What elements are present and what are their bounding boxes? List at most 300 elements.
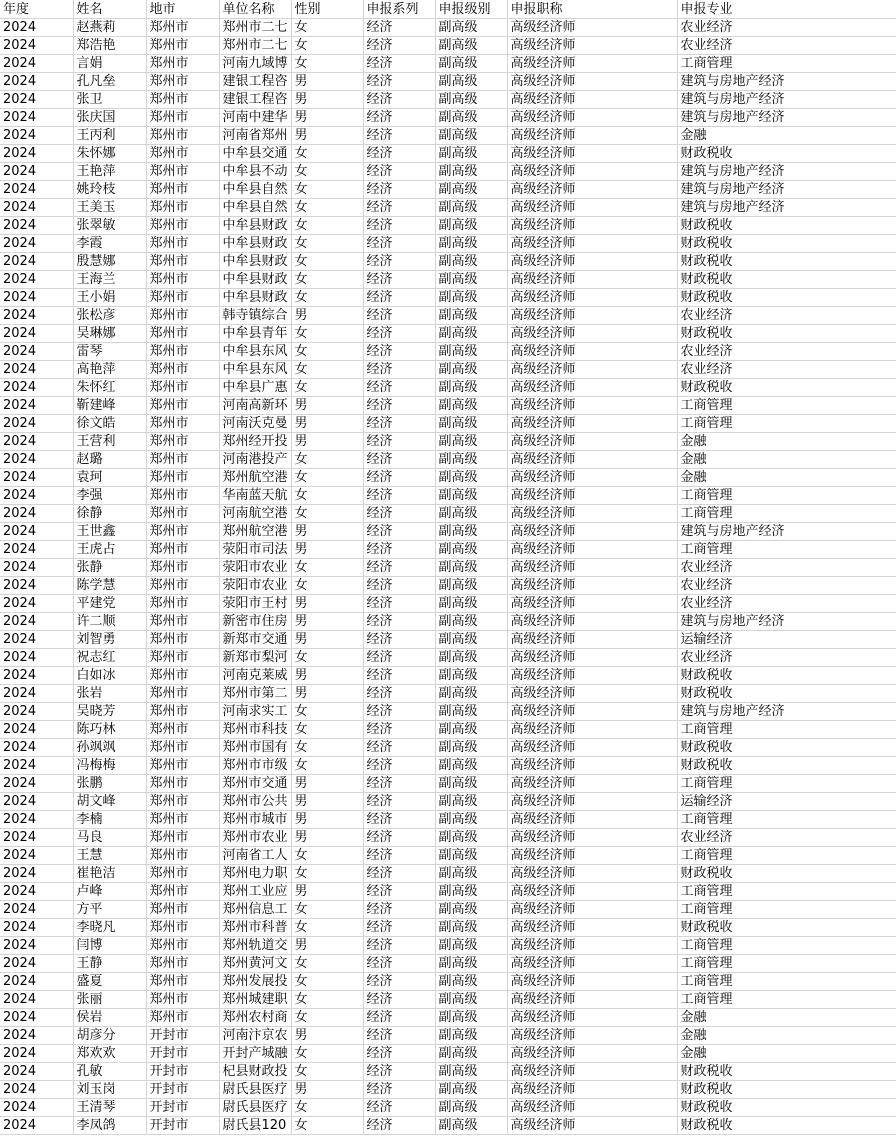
header-cell-level[interactable]: 申报级别: [435, 0, 507, 19]
cell-specialty[interactable]: 金融: [677, 1009, 896, 1027]
cell-specialty[interactable]: 财政税收: [677, 217, 896, 235]
cell-series[interactable]: 经济: [363, 505, 435, 523]
cell-series[interactable]: 经济: [363, 145, 435, 163]
cell-series[interactable]: 经济: [363, 883, 435, 901]
cell-level[interactable]: 副高级: [435, 379, 507, 397]
cell-city[interactable]: 郑州市: [146, 811, 219, 829]
cell-title[interactable]: 高级经济师: [507, 145, 677, 163]
cell-year[interactable]: 2024: [0, 127, 73, 145]
cell-city[interactable]: 郑州市: [146, 559, 219, 577]
cell-gender[interactable]: 女: [291, 505, 363, 523]
cell-year[interactable]: 2024: [0, 685, 73, 703]
cell-city[interactable]: 郑州市: [146, 145, 219, 163]
cell-level[interactable]: 副高级: [435, 901, 507, 919]
cell-gender[interactable]: 男: [291, 811, 363, 829]
cell-specialty[interactable]: 财政税收: [677, 667, 896, 685]
cell-year[interactable]: 2024: [0, 1117, 73, 1135]
cell-series[interactable]: 经济: [363, 1009, 435, 1027]
cell-unit[interactable]: 郑州城建职: [219, 991, 291, 1009]
cell-gender[interactable]: 男: [291, 1081, 363, 1099]
cell-series[interactable]: 经济: [363, 217, 435, 235]
cell-specialty[interactable]: 建筑与房地产经济: [677, 73, 896, 91]
cell-year[interactable]: 2024: [0, 235, 73, 253]
cell-title[interactable]: 高级经济师: [507, 181, 677, 199]
cell-level[interactable]: 副高级: [435, 505, 507, 523]
cell-series[interactable]: 经济: [363, 37, 435, 55]
cell-year[interactable]: 2024: [0, 1063, 73, 1081]
cell-specialty[interactable]: 农业经济: [677, 37, 896, 55]
cell-name[interactable]: 雷琴: [73, 343, 146, 361]
cell-name[interactable]: 靳建峰: [73, 397, 146, 415]
cell-specialty[interactable]: 财政税收: [677, 1099, 896, 1117]
cell-gender[interactable]: 男: [291, 631, 363, 649]
cell-name[interactable]: 闫博: [73, 937, 146, 955]
cell-gender[interactable]: 女: [291, 1045, 363, 1063]
cell-name[interactable]: 袁珂: [73, 469, 146, 487]
cell-specialty[interactable]: 财政税收: [677, 1081, 896, 1099]
cell-level[interactable]: 副高级: [435, 811, 507, 829]
cell-level[interactable]: 副高级: [435, 37, 507, 55]
cell-name[interactable]: 张岩: [73, 685, 146, 703]
cell-name[interactable]: 张静: [73, 559, 146, 577]
cell-series[interactable]: 经济: [363, 1063, 435, 1081]
cell-specialty[interactable]: 农业经济: [677, 649, 896, 667]
cell-name[interactable]: 刘智勇: [73, 631, 146, 649]
cell-series[interactable]: 经济: [363, 271, 435, 289]
cell-title[interactable]: 高级经济师: [507, 415, 677, 433]
cell-city[interactable]: 郑州市: [146, 667, 219, 685]
cell-year[interactable]: 2024: [0, 1081, 73, 1099]
cell-specialty[interactable]: 农业经济: [677, 343, 896, 361]
cell-year[interactable]: 2024: [0, 559, 73, 577]
cell-year[interactable]: 2024: [0, 757, 73, 775]
cell-name[interactable]: 郑欢欢: [73, 1045, 146, 1063]
cell-level[interactable]: 副高级: [435, 685, 507, 703]
cell-gender[interactable]: 女: [291, 577, 363, 595]
cell-level[interactable]: 副高级: [435, 919, 507, 937]
cell-city[interactable]: 郑州市: [146, 973, 219, 991]
cell-title[interactable]: 高级经济师: [507, 955, 677, 973]
cell-city[interactable]: 郑州市: [146, 253, 219, 271]
cell-year[interactable]: 2024: [0, 973, 73, 991]
cell-gender[interactable]: 男: [291, 433, 363, 451]
cell-title[interactable]: 高级经济师: [507, 793, 677, 811]
cell-unit[interactable]: 河南求实工: [219, 703, 291, 721]
cell-gender[interactable]: 女: [291, 271, 363, 289]
cell-title[interactable]: 高级经济师: [507, 289, 677, 307]
cell-city[interactable]: 郑州市: [146, 37, 219, 55]
header-cell-title[interactable]: 申报职称: [507, 0, 677, 19]
cell-specialty[interactable]: 财政税收: [677, 757, 896, 775]
cell-unit[interactable]: 郑州工业应: [219, 883, 291, 901]
cell-city[interactable]: 郑州市: [146, 523, 219, 541]
cell-name[interactable]: 徐静: [73, 505, 146, 523]
cell-series[interactable]: 经济: [363, 1099, 435, 1117]
cell-gender[interactable]: 女: [291, 919, 363, 937]
cell-gender[interactable]: 女: [291, 235, 363, 253]
cell-unit[interactable]: 新郑市交通: [219, 631, 291, 649]
cell-name[interactable]: 张鹏: [73, 775, 146, 793]
cell-name[interactable]: 崔艳洁: [73, 865, 146, 883]
cell-series[interactable]: 经济: [363, 469, 435, 487]
cell-level[interactable]: 副高级: [435, 775, 507, 793]
cell-level[interactable]: 副高级: [435, 127, 507, 145]
cell-title[interactable]: 高级经济师: [507, 523, 677, 541]
cell-name[interactable]: 赵燕莉: [73, 19, 146, 37]
cell-year[interactable]: 2024: [0, 451, 73, 469]
cell-name[interactable]: 王美玉: [73, 199, 146, 217]
cell-title[interactable]: 高级经济师: [507, 163, 677, 181]
cell-series[interactable]: 经济: [363, 397, 435, 415]
cell-year[interactable]: 2024: [0, 577, 73, 595]
cell-year[interactable]: 2024: [0, 181, 73, 199]
cell-unit[interactable]: 中牟县不动: [219, 163, 291, 181]
cell-title[interactable]: 高级经济师: [507, 127, 677, 145]
cell-level[interactable]: 副高级: [435, 541, 507, 559]
cell-unit[interactable]: 尉氏县120: [219, 1117, 291, 1135]
cell-level[interactable]: 副高级: [435, 451, 507, 469]
cell-name[interactable]: 王清琴: [73, 1099, 146, 1117]
cell-title[interactable]: 高级经济师: [507, 973, 677, 991]
cell-title[interactable]: 高级经济师: [507, 1045, 677, 1063]
cell-series[interactable]: 经济: [363, 1027, 435, 1045]
cell-gender[interactable]: 女: [291, 1117, 363, 1135]
cell-name[interactable]: 孙飒飒: [73, 739, 146, 757]
cell-title[interactable]: 高级经济师: [507, 253, 677, 271]
cell-city[interactable]: 郑州市: [146, 343, 219, 361]
cell-name[interactable]: 李凤鸽: [73, 1117, 146, 1135]
cell-series[interactable]: 经济: [363, 631, 435, 649]
cell-title[interactable]: 高级经济师: [507, 685, 677, 703]
cell-series[interactable]: 经济: [363, 703, 435, 721]
cell-specialty[interactable]: 工商管理: [677, 811, 896, 829]
cell-year[interactable]: 2024: [0, 289, 73, 307]
cell-unit[interactable]: 河南省郑州: [219, 127, 291, 145]
cell-year[interactable]: 2024: [0, 217, 73, 235]
cell-city[interactable]: 郑州市: [146, 721, 219, 739]
cell-year[interactable]: 2024: [0, 379, 73, 397]
cell-name[interactable]: 张丽: [73, 991, 146, 1009]
cell-level[interactable]: 副高级: [435, 145, 507, 163]
cell-city[interactable]: 郑州市: [146, 631, 219, 649]
cell-title[interactable]: 高级经济师: [507, 361, 677, 379]
cell-specialty[interactable]: 财政税收: [677, 253, 896, 271]
cell-year[interactable]: 2024: [0, 19, 73, 37]
cell-gender[interactable]: 男: [291, 91, 363, 109]
cell-series[interactable]: 经济: [363, 865, 435, 883]
cell-specialty[interactable]: 财政税收: [677, 325, 896, 343]
cell-specialty[interactable]: 工商管理: [677, 397, 896, 415]
cell-level[interactable]: 副高级: [435, 271, 507, 289]
cell-city[interactable]: 郑州市: [146, 433, 219, 451]
cell-city[interactable]: 郑州市: [146, 919, 219, 937]
cell-name[interactable]: 李霞: [73, 235, 146, 253]
cell-series[interactable]: 经济: [363, 919, 435, 937]
cell-year[interactable]: 2024: [0, 271, 73, 289]
cell-title[interactable]: 高级经济师: [507, 703, 677, 721]
cell-name[interactable]: 马良: [73, 829, 146, 847]
cell-level[interactable]: 副高级: [435, 253, 507, 271]
cell-level[interactable]: 副高级: [435, 73, 507, 91]
cell-specialty[interactable]: 工商管理: [677, 937, 896, 955]
cell-name[interactable]: 王艳萍: [73, 163, 146, 181]
cell-title[interactable]: 高级经济师: [507, 1063, 677, 1081]
cell-city[interactable]: 郑州市: [146, 937, 219, 955]
cell-unit[interactable]: 中牟县财政: [219, 271, 291, 289]
cell-gender[interactable]: 女: [291, 703, 363, 721]
cell-title[interactable]: 高级经济师: [507, 775, 677, 793]
cell-specialty[interactable]: 财政税收: [677, 685, 896, 703]
cell-title[interactable]: 高级经济师: [507, 307, 677, 325]
cell-title[interactable]: 高级经济师: [507, 91, 677, 109]
cell-name[interactable]: 冯梅梅: [73, 757, 146, 775]
cell-gender[interactable]: 女: [291, 991, 363, 1009]
cell-name[interactable]: 方平: [73, 901, 146, 919]
cell-gender[interactable]: 女: [291, 649, 363, 667]
cell-city[interactable]: 开封市: [146, 1027, 219, 1045]
cell-specialty[interactable]: 工商管理: [677, 415, 896, 433]
cell-year[interactable]: 2024: [0, 631, 73, 649]
cell-name[interactable]: 朱怀娜: [73, 145, 146, 163]
cell-series[interactable]: 经济: [363, 577, 435, 595]
cell-gender[interactable]: 女: [291, 379, 363, 397]
cell-name[interactable]: 王小娟: [73, 289, 146, 307]
cell-gender[interactable]: 女: [291, 19, 363, 37]
cell-name[interactable]: 李楠: [73, 811, 146, 829]
cell-year[interactable]: 2024: [0, 433, 73, 451]
cell-level[interactable]: 副高级: [435, 829, 507, 847]
header-cell-year[interactable]: 年度: [0, 0, 73, 19]
cell-specialty[interactable]: 财政税收: [677, 1063, 896, 1081]
cell-gender[interactable]: 女: [291, 253, 363, 271]
cell-city[interactable]: 郑州市: [146, 379, 219, 397]
cell-year[interactable]: 2024: [0, 901, 73, 919]
cell-gender[interactable]: 男: [291, 685, 363, 703]
cell-level[interactable]: 副高级: [435, 325, 507, 343]
cell-unit[interactable]: 开封产城融: [219, 1045, 291, 1063]
cell-unit[interactable]: 郑州市二七: [219, 37, 291, 55]
cell-unit[interactable]: 中牟县自然: [219, 199, 291, 217]
cell-series[interactable]: 经济: [363, 73, 435, 91]
cell-series[interactable]: 经济: [363, 775, 435, 793]
cell-specialty[interactable]: 金融: [677, 1045, 896, 1063]
cell-name[interactable]: 盛夏: [73, 973, 146, 991]
cell-title[interactable]: 高级经济师: [507, 397, 677, 415]
cell-gender[interactable]: 男: [291, 109, 363, 127]
cell-series[interactable]: 经济: [363, 289, 435, 307]
cell-year[interactable]: 2024: [0, 145, 73, 163]
cell-level[interactable]: 副高级: [435, 289, 507, 307]
cell-year[interactable]: 2024: [0, 883, 73, 901]
cell-title[interactable]: 高级经济师: [507, 433, 677, 451]
cell-series[interactable]: 经济: [363, 163, 435, 181]
cell-name[interactable]: 王虎占: [73, 541, 146, 559]
cell-level[interactable]: 副高级: [435, 361, 507, 379]
cell-year[interactable]: 2024: [0, 667, 73, 685]
cell-gender[interactable]: 女: [291, 739, 363, 757]
header-cell-gender[interactable]: 性别: [291, 0, 363, 19]
cell-gender[interactable]: 男: [291, 1027, 363, 1045]
cell-name[interactable]: 张卫: [73, 91, 146, 109]
header-cell-series[interactable]: 申报系列: [363, 0, 435, 19]
cell-year[interactable]: 2024: [0, 721, 73, 739]
cell-city[interactable]: 郑州市: [146, 217, 219, 235]
cell-unit[interactable]: 河南中建华: [219, 109, 291, 127]
cell-unit[interactable]: 中牟县财政: [219, 235, 291, 253]
cell-city[interactable]: 郑州市: [146, 901, 219, 919]
cell-city[interactable]: 开封市: [146, 1117, 219, 1135]
cell-year[interactable]: 2024: [0, 775, 73, 793]
cell-name[interactable]: 姚玲枝: [73, 181, 146, 199]
cell-unit[interactable]: 中牟县青年: [219, 325, 291, 343]
cell-unit[interactable]: 河南汴京农: [219, 1027, 291, 1045]
cell-name[interactable]: 孔凡垒: [73, 73, 146, 91]
cell-specialty[interactable]: 建筑与房地产经济: [677, 523, 896, 541]
cell-city[interactable]: 郑州市: [146, 325, 219, 343]
cell-city[interactable]: 开封市: [146, 1045, 219, 1063]
cell-city[interactable]: 郑州市: [146, 127, 219, 145]
cell-series[interactable]: 经济: [363, 793, 435, 811]
cell-name[interactable]: 卢峰: [73, 883, 146, 901]
cell-level[interactable]: 副高级: [435, 1117, 507, 1135]
cell-year[interactable]: 2024: [0, 469, 73, 487]
cell-name[interactable]: 陈学慧: [73, 577, 146, 595]
cell-unit[interactable]: 郑州黄河文: [219, 955, 291, 973]
cell-specialty[interactable]: 建筑与房地产经济: [677, 199, 896, 217]
cell-city[interactable]: 郑州市: [146, 181, 219, 199]
cell-unit[interactable]: 荥阳市司法: [219, 541, 291, 559]
cell-unit[interactable]: 荥阳市王村: [219, 595, 291, 613]
cell-level[interactable]: 副高级: [435, 847, 507, 865]
cell-gender[interactable]: 女: [291, 757, 363, 775]
cell-unit[interactable]: 河南克莱威: [219, 667, 291, 685]
cell-specialty[interactable]: 工商管理: [677, 541, 896, 559]
cell-title[interactable]: 高级经济师: [507, 811, 677, 829]
cell-series[interactable]: 经济: [363, 307, 435, 325]
cell-title[interactable]: 高级经济师: [507, 1099, 677, 1117]
cell-series[interactable]: 经济: [363, 325, 435, 343]
cell-level[interactable]: 副高级: [435, 703, 507, 721]
cell-title[interactable]: 高级经济师: [507, 19, 677, 37]
cell-name[interactable]: 王丙利: [73, 127, 146, 145]
cell-specialty[interactable]: 农业经济: [677, 361, 896, 379]
cell-unit[interactable]: 河南九域博: [219, 55, 291, 73]
cell-unit[interactable]: 郑州发展投: [219, 973, 291, 991]
cell-unit[interactable]: 郑州农村商: [219, 1009, 291, 1027]
cell-city[interactable]: 郑州市: [146, 163, 219, 181]
cell-year[interactable]: 2024: [0, 91, 73, 109]
cell-gender[interactable]: 男: [291, 307, 363, 325]
cell-name[interactable]: 徐文皓: [73, 415, 146, 433]
cell-name[interactable]: 祝志红: [73, 649, 146, 667]
cell-unit[interactable]: 郑州市第二: [219, 685, 291, 703]
cell-city[interactable]: 郑州市: [146, 19, 219, 37]
cell-level[interactable]: 副高级: [435, 487, 507, 505]
cell-city[interactable]: 郑州市: [146, 793, 219, 811]
cell-year[interactable]: 2024: [0, 991, 73, 1009]
cell-specialty[interactable]: 工商管理: [677, 973, 896, 991]
cell-city[interactable]: 郑州市: [146, 487, 219, 505]
cell-unit[interactable]: 新密市住房: [219, 613, 291, 631]
cell-city[interactable]: 郑州市: [146, 685, 219, 703]
cell-city[interactable]: 郑州市: [146, 757, 219, 775]
cell-title[interactable]: 高级经济师: [507, 235, 677, 253]
cell-name[interactable]: 殷慧娜: [73, 253, 146, 271]
cell-gender[interactable]: 女: [291, 343, 363, 361]
cell-title[interactable]: 高级经济师: [507, 37, 677, 55]
cell-specialty[interactable]: 工商管理: [677, 721, 896, 739]
cell-unit[interactable]: 郑州经开投: [219, 433, 291, 451]
cell-specialty[interactable]: 运输经济: [677, 793, 896, 811]
cell-gender[interactable]: 男: [291, 793, 363, 811]
cell-name[interactable]: 言娟: [73, 55, 146, 73]
cell-series[interactable]: 经济: [363, 451, 435, 469]
cell-specialty[interactable]: 建筑与房地产经济: [677, 181, 896, 199]
cell-level[interactable]: 副高级: [435, 1009, 507, 1027]
cell-unit[interactable]: 郑州市市级: [219, 757, 291, 775]
cell-unit[interactable]: 杞县财政投: [219, 1063, 291, 1081]
cell-specialty[interactable]: 工商管理: [677, 955, 896, 973]
cell-series[interactable]: 经济: [363, 199, 435, 217]
cell-gender[interactable]: 女: [291, 901, 363, 919]
cell-level[interactable]: 副高级: [435, 181, 507, 199]
cell-city[interactable]: 郑州市: [146, 271, 219, 289]
cell-level[interactable]: 副高级: [435, 865, 507, 883]
cell-city[interactable]: 郑州市: [146, 73, 219, 91]
cell-title[interactable]: 高级经济师: [507, 469, 677, 487]
cell-city[interactable]: 郑州市: [146, 307, 219, 325]
cell-city[interactable]: 开封市: [146, 1099, 219, 1117]
cell-series[interactable]: 经济: [363, 739, 435, 757]
cell-specialty[interactable]: 工商管理: [677, 883, 896, 901]
cell-gender[interactable]: 女: [291, 955, 363, 973]
cell-specialty[interactable]: 财政税收: [677, 235, 896, 253]
cell-unit[interactable]: 郑州市二七: [219, 19, 291, 37]
cell-specialty[interactable]: 财政税收: [677, 919, 896, 937]
cell-series[interactable]: 经济: [363, 991, 435, 1009]
cell-name[interactable]: 胡彦分: [73, 1027, 146, 1045]
cell-level[interactable]: 副高级: [435, 415, 507, 433]
cell-series[interactable]: 经济: [363, 415, 435, 433]
cell-unit[interactable]: 中牟县东风: [219, 361, 291, 379]
cell-unit[interactable]: 郑州信息工: [219, 901, 291, 919]
cell-title[interactable]: 高级经济师: [507, 343, 677, 361]
cell-gender[interactable]: 女: [291, 1099, 363, 1117]
cell-city[interactable]: 郑州市: [146, 91, 219, 109]
cell-title[interactable]: 高级经济师: [507, 505, 677, 523]
cell-name[interactable]: 王营利: [73, 433, 146, 451]
cell-year[interactable]: 2024: [0, 73, 73, 91]
cell-year[interactable]: 2024: [0, 1099, 73, 1117]
cell-series[interactable]: 经济: [363, 55, 435, 73]
cell-gender[interactable]: 女: [291, 469, 363, 487]
cell-city[interactable]: 郑州市: [146, 199, 219, 217]
cell-specialty[interactable]: 运输经济: [677, 631, 896, 649]
cell-title[interactable]: 高级经济师: [507, 865, 677, 883]
cell-level[interactable]: 副高级: [435, 397, 507, 415]
cell-gender[interactable]: 男: [291, 127, 363, 145]
cell-level[interactable]: 副高级: [435, 235, 507, 253]
cell-title[interactable]: 高级经济师: [507, 379, 677, 397]
cell-gender[interactable]: 男: [291, 523, 363, 541]
cell-year[interactable]: 2024: [0, 505, 73, 523]
cell-gender[interactable]: 男: [291, 937, 363, 955]
cell-city[interactable]: 郑州市: [146, 577, 219, 595]
cell-title[interactable]: 高级经济师: [507, 937, 677, 955]
cell-title[interactable]: 高级经济师: [507, 991, 677, 1009]
cell-city[interactable]: 郑州市: [146, 397, 219, 415]
cell-specialty[interactable]: 建筑与房地产经济: [677, 613, 896, 631]
